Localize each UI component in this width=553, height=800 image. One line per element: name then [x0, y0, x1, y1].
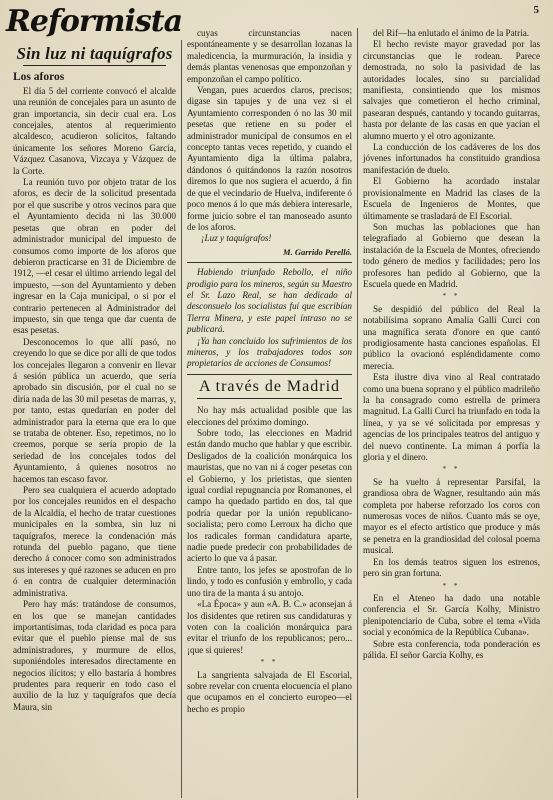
- columns: [8, 28, 545, 798]
- paragraph: Se ha vuelto á representar Parsifal, la grandiosa obra de Wagner, resultando aún más completa por haberse reforzado los coros con numerosas voces de niños. Cuanto más se oye, mayor es el efecto artístico que produce y más se penetra en la grandiosidad del colosal poema musical.: [363, 476, 540, 556]
- paragraph: Sobre todo, las elecciones en Madrid están dando mucho que hablar y que escribir. Desligados de la coalición monárquica los mauristas, que no van ni á coger pesetas con el Gobierno, y los prietistas, que sienten igual cordial repugnancia por Romanones, el campo ha quedado partido en dos, tal que podría quedar por la unión republicano-socialista; pero como Lerroux ha dicho que los radicales forman candidatura aparte, nadie puede predecir con probabilidades de acierto lo que va á pasar.: [187, 428, 352, 564]
- paragraph: Desconocemos lo que allí pasó, no creyendo lo que se dice por allí de que todos los concejales llegaron a convenir en llevar á sesión pública un acuerdo, que sería aprobado sin discusión, por el cual no se diría nada de las 30 mil pesetas de marras, y, por tanto, estas quedarían en poder del administrador para la eterna que era lo que se trataba de obtener. Eso, repetimos, no lo creemos, porque se sería propio de la seriedad de los concejales todos del Ayuntamiento, á quienes nosotros no hacemos tan escaso favor.: [13, 336, 176, 484]
- title-rule: [197, 398, 342, 399]
- paragraph: No hay más actualidad posible que las elecciones del próximo domingo.: [187, 405, 352, 427]
- paragraph: Se despidió del público del Real la notabilísima soprano Amalia Galli Curci con una magnífica serata d'onore en que cantó prodigiosamente hasta canciones españolas. El público la ovacionó espléndidamente como merecía.: [363, 303, 540, 371]
- column-2: [182, 28, 358, 798]
- paragraph: Entre tanto, los jefes se apostrofan de lo lindo, y todo es confusión y embrollo, y cada uno tira de la manta á su antojo.: [187, 564, 352, 598]
- masthead-title: Reformista: [6, 4, 183, 39]
- masthead: [6, 2, 183, 42]
- paragraph: El hecho reviste mayor gravedad por las circunstancias que le rodean. Parece demostrada, no solo la pasividad de las autoridades locales, sino su parcialidad manifiesta, consintiendo que los mismos salvajes que cometieron el hecho criminal, pasearan después, cantando y tocando guitarras, hasta por delante de las casas en que yacían el alumno muerto y el otro agonizante.: [363, 39, 540, 141]
- paragraph: El Gobierno ha acordado instalar provisionalmente en Madrid las clases de la Escuela de Ingenieros de Montes, que últimamente se trasladará de El Escorial.: [363, 176, 540, 221]
- paragraph: Son muchas las poblaciones que han telegrafiado al Gobierno que desean la instalación de la Escuela de Montes, ofreciendo todo género de medios y facilidades; pero los profesores han pedido al Gobierno, que la Escuela quede en Madrid.: [363, 221, 540, 289]
- paragraph: del Rif—ha enlutado el ánimo de la Patria.: [373, 28, 530, 38]
- paragraph: Esta ilustre diva vino al Real contratado como una buena soprano y el público madrileño la ha consagrado como estrella de primera magnitud. La Galli Curci ha triunfado en toda la línea, y ya se vé solicitada por empresas y agencias de los principales teatros del antiguo y del nuevo continente. La miman á porfía la gloria y el dinero.: [363, 372, 540, 463]
- paragraph: Vengan, pues acuerdos claros, precisos; digase sin tapujes y de una vez si el Ayuntamiento corresponden ó no las 30 mil pesetas que retiene en su poder el administrador municipal de consumos en el concepto tantas veces repetido, y cuando el Ayuntamiento diga la última palabra, dándonos ó quitándonos la razón nosotros diremos lo que nos sugiera el acuerdo, á fin de que el vecindario de Huelva, indiferente ó poco menos á lo que más debiera interesarle, forme juicio sobre el tan manoseado asunto de los aforos.: [187, 85, 352, 232]
- paragraph: Sobre esta conferencia, toda ponderación es pálida. El señor García Kolhy, es: [363, 638, 540, 660]
- paragraph: La sangrienta salvajada de El Escorial, sobre revelar con cruenta elocuencia el plano que ocupamos en el concierto europeo—el hecho es propio: [187, 669, 352, 714]
- separator-stars: * *: [442, 292, 461, 301]
- paragraph: En los demás teatros siguen los estrenos, pero sin gran fortuna.: [363, 556, 540, 579]
- paragraph: cuyas circunstancias nacen espontáneamente y se desarrollan lozanas la maledicencia, la murmuración, la insidia y demás plantas venenosas que emponzoñan y emponzoñan el campo político.: [187, 28, 352, 84]
- closing-line: ¡Luz y taquígrafos!: [201, 233, 272, 244]
- paragraph: ¡Ya han concluido los sufrimientos de los mineros, y los trabajadores todos son propietarios de acciones de Consumos!: [187, 335, 352, 369]
- paragraph: La reunión tuvo por objeto tratar de los aforos, es decir de la solicitud presentada por el que suscribe y otros vecinos para que el Ayuntamiento decida ni las 30.000 pesetas que obran en poder del administrador municipal del impuesto de consumos como importe de los aforos que debieron practicarse en 31 de Diciembre de 1912, —el cesar el último arriendo legal del impuesto, —son del Ayuntamiento y deben ingresar en la Caja municipal, o si por el contrario pertenecen al Administrador del impuesto, sin que tenga que dar cuenta de esas pesetas.: [13, 177, 176, 336]
- paragraph: «La Época» y aun «A. B. C.» aconsejan á los disidentes que retiren sus candidaturas y voten con la coalición monárquica para evitar el triunfo de los republicanos; pero...¡que si quieres!: [187, 599, 352, 655]
- paragraph: El día 5 del corriente convocó el alcalde una reunión de concejales para un asunto de gran importancia, sin decir cual era. Los concejales, atentos al requerimiento alcaldesco, acudieron solícitos, faltando únicamente los señores Moreno García, Vázquez Casanova, Vizcaya y Vázquez de la Corte.: [13, 85, 176, 176]
- title-rule: [23, 65, 166, 66]
- column-1: [8, 40, 182, 798]
- paragraph: Pero hay más: tratándose de consumos, en los que se manejan cantidades importantísimas, toda claridad es poca para evitar que el pueblo piense mal de sus administradores, y murmure de ellos, suponiéndoles interesados directamente en negocios ilícitos; y ello bastaría á hombres prudentes para requerir en todo caso el auxilio de la luz y taquígrafos que decía Maura, sin: [13, 599, 176, 712]
- article-title-sin-luz: Sin luz ni taquígrafos: [16, 44, 173, 63]
- separator-stars: * *: [260, 658, 279, 667]
- article-title-madrid: A través de Madrid: [198, 377, 341, 395]
- page-number: 5: [533, 4, 539, 16]
- separator-stars: * *: [442, 465, 461, 474]
- column-3: [358, 28, 545, 798]
- section-heading-aforos: Los aforos: [13, 71, 65, 84]
- separator-stars: * *: [442, 581, 461, 590]
- paragraph: La conducción de los cadáveres de los dos jóvenes infortunados ha constituido grandiosa manifestación de duelo.: [363, 142, 540, 175]
- boxed-note: [187, 262, 352, 375]
- paragraph: Pero sea cualquiera el acuerdo adoptado por los concejales reunidos en el despacho de la Alcaldía, el hecho de tratar cuestiones municipales en la sombra, sin luz ni taquígrafos, merece la condenación más rotunda del pueblo pagano, que tiene derecho á conocer como son administrados sus intereses y qué razones se aducen en pro ó en contra de cualquier determinación administrativa.: [13, 485, 176, 598]
- paragraph: Habiendo triunfado Rebollo, el niño prodigio para los mineros, según su Maestro el Sr. Lazo Real, se han dedicado al desconsuelo los socialistas fuí que escribían Tierra Minera, y este papel íntraso no se publicará.: [187, 267, 352, 335]
- paragraph: En el Ateneo ha dado una notable conferencia el Sr. García Kolhy, Ministro plenipotenciario de Cuba, sobre el tema «Vida social y económica de la República Cubana».: [363, 592, 540, 638]
- signature: M. Garrido Perelló.: [283, 246, 352, 257]
